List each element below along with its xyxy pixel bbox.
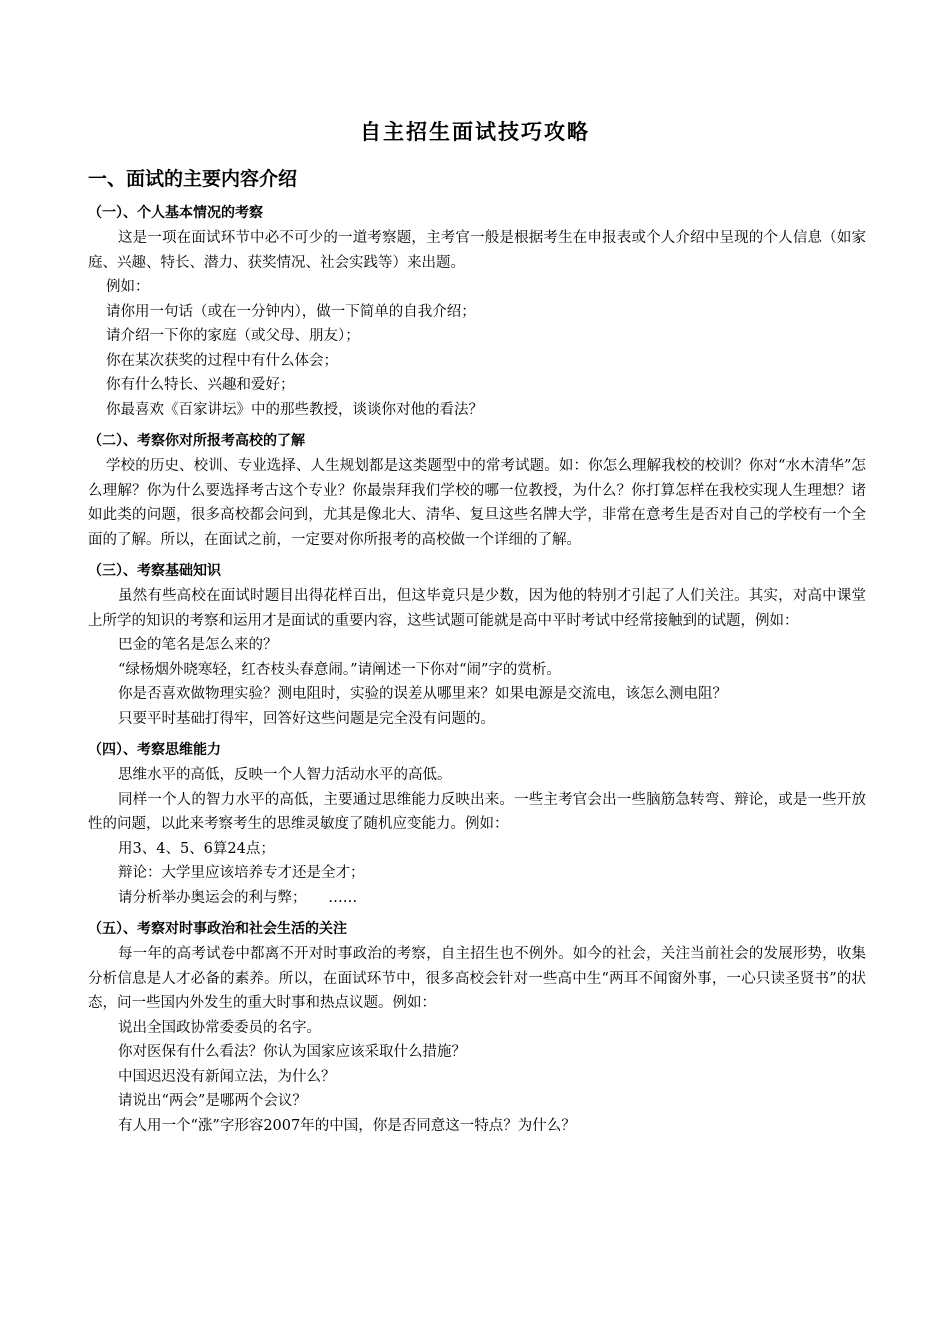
paragraph: 学校的历史、校训、专业选择、人生规划都是这类题型中的常考试题。如：你怎么理解我校的校训？你对“水木清华”怎么理解？你为什么要选择考古这个专业？你最崇拜我们学校的哪一位教授，为什么？你打算怎样在我校实现人生理想？诸如此类的问题，很多高校都会问到，尤其是像北大、清华、复旦这些名牌大学，非常在意考生是否对自己的学校有一个全面的了解。所以，在面试之前，一定要对你所报考的高校做一个详细的了解。 bbox=[88, 458, 866, 548]
list-item: 你最喜欢《百家讲坛》中的那些教授，谈谈你对他的看法？ bbox=[106, 401, 483, 418]
list-item: 用3、4、5、6算24点； bbox=[118, 840, 275, 857]
list-item: 有人用一个“涨”字形容2007年的中国，你是否同意这一特点？为什么？ bbox=[118, 1117, 576, 1134]
subsection-heading: （五）、考察对时事政治和社会生活的关注 bbox=[88, 921, 347, 937]
list-item: 你在某次获奖的过程中有什么体会； bbox=[106, 352, 338, 369]
paragraph: 思维水平的高低，反映一个人智力活动水平的高低。 bbox=[118, 767, 452, 783]
subsection-heading: （四）、考察思维能力 bbox=[88, 742, 221, 758]
list-item: 你有什么特长、兴趣和爱好； bbox=[106, 377, 295, 393]
list-item: 请介绍一下你的家庭（或父母、朋友）； bbox=[106, 328, 360, 344]
subsection-3 bbox=[88, 558, 866, 731]
paragraph: 每一年的高考试卷中都离不开对时事政治的考察，自主招生也不例外。如今的社会，关注当前社会的发展形势，收集分析信息是人才必备的素养。所以，在面试环节中，很多高校会针对一些高中生“两耳不闻窗外事，一心只读圣贤书”的状态，问一些国内外发生的重大时事和热点议题。例如： bbox=[88, 946, 866, 1011]
subsection-5 bbox=[88, 916, 866, 1138]
subsection-4 bbox=[88, 737, 866, 910]
list-item: 中国迟迟没有新闻立法，为什么？ bbox=[118, 1068, 336, 1085]
list-item: 只要平时基础打得牢，回答好这些问题是完全没有问题的。 bbox=[118, 710, 495, 727]
list-item: 请你用一句话（或在一分钟内），做一下简单的自我介绍； bbox=[106, 303, 476, 320]
list-item: 巴金的笔名是怎么来的？ bbox=[118, 637, 278, 653]
list-item: 辩论：大学里应该培养专才还是全才； bbox=[118, 865, 365, 881]
list-item: 你对医保有什么看法？你认为国家应该采取什么措施？ bbox=[118, 1044, 466, 1060]
subsection-1 bbox=[88, 200, 866, 422]
subsection-heading: （一）、个人基本情况的考察 bbox=[88, 205, 263, 221]
subsection-heading: （三）、考察基础知识 bbox=[88, 563, 221, 579]
subsection-heading: （二）、考察你对所报考高校的了解 bbox=[88, 433, 305, 449]
paragraph: 这是一项在面试环节中必不可少的一道考察题，主考官一般是根据考生在申报表或个人介绍中呈现的个人信息（如家庭、兴趣、特长、潜力、获奖情况、社会实践等）来出题。 bbox=[88, 230, 866, 271]
paragraph: 同样一个人的智力水平的高低，主要通过思维能力反映出来。一些主考官会出一些脑筋急转弯、辩论，或是一些开放性的问题，以此来考察考生的思维灵敏度了随机应变能力。例如： bbox=[88, 791, 866, 832]
document-body bbox=[88, 200, 866, 1144]
list-item: 说出全国政协常委委员的名字。 bbox=[118, 1019, 321, 1036]
list-item: “绿杨烟外晓寒轻，红杏枝头春意闹。”请阐述一下你对“闹”字的赏析。 bbox=[118, 661, 561, 678]
list-item: 请说出“两会”是哪两个会议？ bbox=[118, 1093, 307, 1109]
subsection-2 bbox=[88, 428, 866, 552]
list-item: 你是否喜欢做物理实验？测电阻时，实验的误差从哪里来？如果电源是交流电，该怎么测电阻？ bbox=[118, 686, 727, 702]
list-item: 例如： bbox=[106, 279, 150, 295]
document-title: 自主招生面试技巧攻略 bbox=[360, 120, 590, 144]
list-item: 请分析举办奥运会的利与弊； …… bbox=[118, 889, 358, 906]
paragraph: 虽然有些高校在面试时题目出得花样百出，但这毕竟只是少数，因为他的特别才引起了人们关注。其实，对高中课堂上所学的知识的考察和运用才是面试的重要内容，这些试题可能就是高中平时考试中经常接触到的试题，例如： bbox=[88, 588, 866, 629]
section-heading: 一、面试的主要内容介绍 bbox=[88, 168, 298, 190]
